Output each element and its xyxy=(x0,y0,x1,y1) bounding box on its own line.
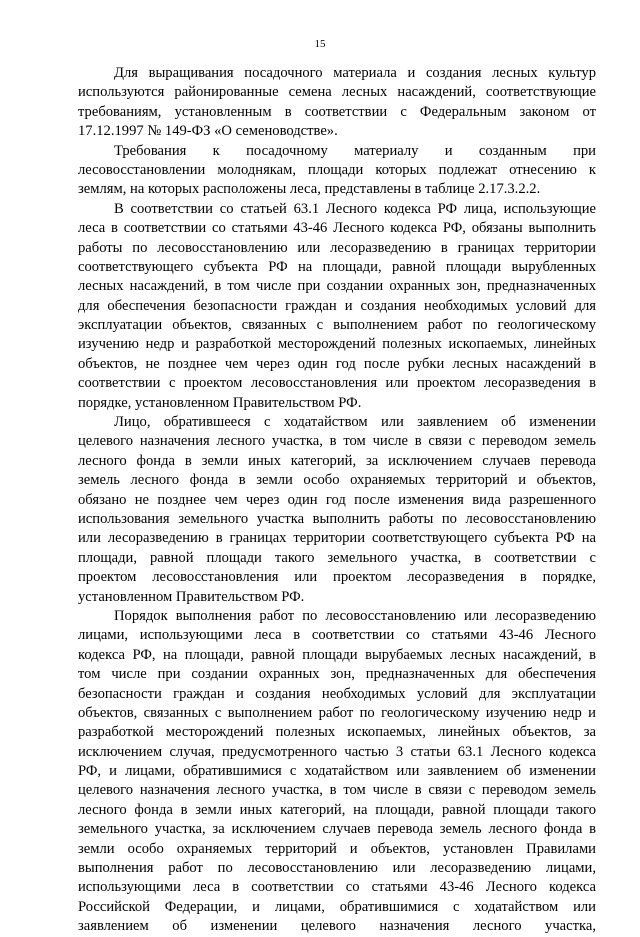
text-line: используются районированные семена лесных насаждений, соответствующие xyxy=(78,84,596,101)
text-line: для обеспечения безопасности граждан и создания необходимых условий для xyxy=(78,297,596,314)
text-line: изучению недр и разработкой месторождений полезных ископаемых, линейных xyxy=(78,336,596,353)
text-line: 17.12.1997 № 149-ФЗ «О семеноводстве». xyxy=(78,123,338,140)
paragraph xyxy=(78,607,596,937)
text-line: Российской Федерации, и лицами, обратившимися с ходатайством или xyxy=(78,898,596,915)
text-line: земельного участка, за исключением случаев перевода земель лесного фонда в xyxy=(78,821,596,838)
text-line: проектом лесовосстановления или проектом лесоразведения в порядке, xyxy=(78,569,596,586)
text-line: целевого назначения лесного участка, в том числе в связи с переводом земель xyxy=(78,433,596,450)
text-line: требованиям, установленным в соответствии с Федеральным законом от xyxy=(78,103,596,120)
text-line: установленном Правительством РФ. xyxy=(78,588,305,605)
text-line: использующими леса в соответствии со статьями 43-46 Лесного кодекса xyxy=(78,879,596,896)
text-line: леса в соответствии со статьями 43-46 Лесного кодекса РФ, обязаны выполнить xyxy=(78,220,596,237)
text-line: выполнения работ по лесовосстановлению или лесоразведению лицами, xyxy=(78,860,596,877)
text-line: объектов, связанных с выполнением работ по геологическому изучению недр и xyxy=(78,704,596,721)
paragraph xyxy=(78,142,596,200)
text-line: или лесоразведению в границах территории соответствующего субъекта РФ на xyxy=(78,530,596,547)
text-line: том числе при создании охранных зон, предназначенных для обеспечения xyxy=(78,666,596,683)
text-line: РФ, и лицами, обратившимися с ходатайством или заявлением об изменении xyxy=(78,763,596,780)
text-line: лесных насаждений, в том числе при создании охранных зон, предназначенных xyxy=(78,278,596,295)
text-line: эксплуатации объектов, связанных с выполнением работ по геологическому xyxy=(78,317,596,334)
text-line: разработкой месторождений полезных ископаемых, линейных объектов, за xyxy=(78,724,596,741)
text-line: заявлением об изменении целевого назначения лесного участка, xyxy=(78,918,596,935)
text-line: лесовосстановлении молоднякам, площади которых подлежат отнесению к xyxy=(78,161,596,178)
text-line: лесного фонда в земли иных категорий, на площади, равной площади такого xyxy=(78,801,596,818)
text-line: целевого назначения лесного участка, в том числе в связи с переводом земель xyxy=(78,782,596,799)
text-line: Лицо, обратившееся с ходатайством или заявлением об изменении xyxy=(114,414,596,431)
text-line: Требования к посадочному материалу и созданным при xyxy=(114,142,596,159)
text-line: земель лесного фонда в земли особо охраняемых территорий и объектов, xyxy=(78,472,596,489)
text-line: В соответствии со статьей 63.1 Лесного кодекса РФ лица, использующие xyxy=(114,200,596,217)
text-line: земли особо охраняемых территорий и объектов, установлен Правилами xyxy=(78,840,596,857)
text-line: безопасности граждан и создания необходимых условий для эксплуатации xyxy=(78,685,596,702)
paragraph xyxy=(78,200,596,413)
page-number: 15 xyxy=(314,38,326,50)
text-line: кодекса РФ, на площади, равной площади вырубаемых лесных насаждений, в xyxy=(78,646,596,663)
text-line: Для выращивания посадочного материала и создания лесных культур xyxy=(114,65,596,81)
text-line: лицами, использующими леса в соответствии со статьями 43-46 Лесного xyxy=(78,627,596,644)
text-line: использования земельного участка выполнить работы по лесовосстановлению xyxy=(78,510,596,527)
paragraph xyxy=(78,64,596,142)
text-line: объектов, не позднее чем через один год после рубки лесных насаждений в xyxy=(78,355,596,372)
text-line: землям, на которых расположены леса, представлены в таблице 2.17.3.2.2. xyxy=(78,181,541,198)
text-line: обязано не позднее чем через один год после изменения вида разрешенного xyxy=(78,491,596,508)
document-body xyxy=(78,64,596,937)
text-line: Порядок выполнения работ по лесовосстановлению или лесоразведению xyxy=(114,607,596,624)
text-line: соответствии с проектом лесовосстановления или проектом лесоразведения в xyxy=(78,375,596,392)
text-line: исключением случая, предусмотренного частью 3 статьи 63.1 Лесного кодекса xyxy=(78,743,596,760)
paragraph xyxy=(78,413,596,607)
text-line: порядке, установленном Правительством РФ. xyxy=(78,394,362,411)
text-line: лесного фонда в земли иных категорий, за исключением случаев перевода xyxy=(78,452,596,469)
text-line: соответствующего субъекта РФ на площади, равной площади вырубленных xyxy=(78,258,596,275)
text-line: работы по лесовосстановлению или лесоразведению в границах территории xyxy=(78,239,596,256)
text-line: площади, равной площади такого земельного участка, в соответствии с xyxy=(78,549,596,566)
